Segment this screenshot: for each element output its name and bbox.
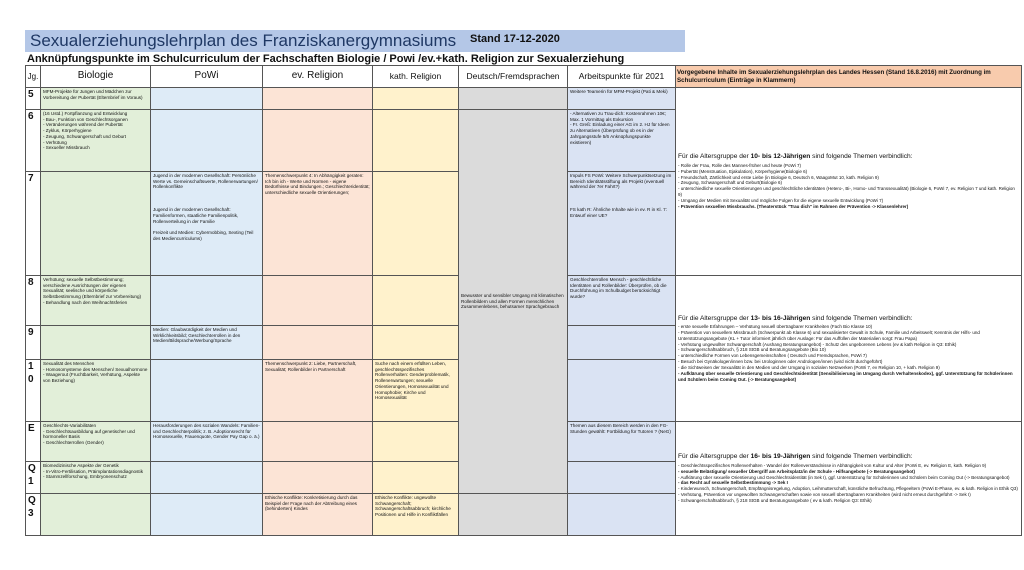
col-header-kath-religion: kath. Religion xyxy=(373,66,459,88)
col-header-powi: PoWi xyxy=(151,66,263,88)
arbeitspunkte-cell: Impuls FS PoWi: Weitere Schwerpunktsetzung im Bereich Identitätsstiftung als Projekt (eventuell während der 7er Fahrt?) FS kath R: Ähnliche Inhalte wie in ev. R in Kl. 7: Entwurf einer UE? xyxy=(568,172,676,276)
hessen-bold-item: - Aufklärung über sexuelle Orientierung und Geschlechtsidentität (Sensibilisierung im Umgang durch Verhaltenskodex), ggf. Unterstützung für Schülerinnen und Schülern beim Coming Out. (-> Beratungsangebot) xyxy=(678,370,1013,382)
hessen-bold-item: - das Recht auf sexuelle Selbstbestimmung -> Sek I xyxy=(678,480,788,486)
ev-religion-cell: Themenschwerpunkt 4: In Abhängigkeit geraten: Ich bin ich - Werte und Normen - eigene Bedürfnisse und Bindungen.; Geschlechteridentität; unterschiedliche sexuelle Orientierungen; xyxy=(263,172,373,276)
hessen-bold-item: - Prävention sexuellen Missbrauchs. (Theaterstück "Trau dich" im Rahmen der Prävention -> Klassenlehrer) xyxy=(678,203,909,209)
hessen-intro: Für die Altersgruppe der xyxy=(678,453,749,461)
ev-religion-cell xyxy=(263,88,373,110)
biologie-cell: Geschlechts-Variabilitäten - Geschlechtsausbildung auf genetischer und hormoneller Basis - Geschlechterrollen (Gender) xyxy=(41,422,151,462)
arbeitspunkte-cell: - Alternativen zu Trau-dich: Kostenrahmen 10€; Max. 1 Vormittag als Exkursion - Fr. Greß: Einladung einer AG im 2. HJ für Ideen zu Alternativen (Überprüfung ob es in der Jahrgangsstufe 5/6 Anknüpfungspunkte existieren) xyxy=(568,110,676,172)
powi-cell: Jugend in der modernen Gesellschaft: Persönliche Werte vs. Gemeinschaftswerte, Rollenerwartungen/ Rollenkonflikte Jugend in der modernen Gesellschaft: Familienformen, staatliche Familienpolitik, Rollenverteilung in der Familie Freizeit und Medien: Cybermobbing, Sexting (Teil des Mediencurriculums) xyxy=(151,172,263,276)
ev-religion-cell xyxy=(263,110,373,172)
header-row xyxy=(26,66,1022,88)
ev-religion-cell xyxy=(263,326,373,360)
hessen-intro: Für die Altersgruppe der xyxy=(678,153,749,161)
hessen-bold-item: - sexuelle Belästigung/ sexueller Übergriff am Arbeitsplatz/in der Schule - Hilfsangebote (-> Beratungsangebot) xyxy=(678,468,916,474)
hessen-block-10-12 xyxy=(676,88,1022,276)
hessen-outro: sind folgende Themen verbindlich: xyxy=(812,453,913,461)
hessen-outro: sind folgende Themen verbindlich: xyxy=(812,153,913,161)
deutsch-text: Bewusster und sensibler Umgang mit klimatischen Rollenbildern und allen Formen menschlichen Zusammenlebens, behutsamer Sprachgebrauch xyxy=(461,292,564,310)
jg-cell: 6 xyxy=(26,110,41,172)
biologie-cell xyxy=(41,172,151,276)
powi-cell xyxy=(151,360,263,422)
biologie-cell: Verhütung; sexuelle Selbstbestimmung; verschiedene Ausrichtungen der eigenen Sexualität; seelische und körperliche Selbstbestimmung (Elternbrief zur Vorbereitung) - Behandlung nach den Weihnachtsferien xyxy=(41,276,151,326)
deutsch-cell xyxy=(459,110,568,494)
arbeitspunkte-cell xyxy=(568,494,676,536)
hessen-intro: Für die Altersgruppe der xyxy=(678,314,749,322)
col-header-ev-religion: ev. Religion xyxy=(263,66,373,88)
arbeitspunkte-cell xyxy=(568,326,676,360)
jg-cell: E xyxy=(26,422,41,462)
ev-religion-cell xyxy=(263,462,373,494)
kath-religion-cell xyxy=(373,88,459,110)
hessen-items: - Aufklärung über sexuelle Orientierung und Geschlechtsidentität (in Sek I), ggf. Unterstützung für Schülerinnen und Schülern beim Coming Out (-> Beratungsangebot) xyxy=(678,474,1010,480)
powi-cell xyxy=(151,110,263,172)
arbeitspunkte-cell xyxy=(568,462,676,494)
kath-religion-cell xyxy=(373,172,459,276)
ev-religion-cell: Ethische Konflikte: Konkretisierung durch das Beispiel der Frage nach der Abtreibung eines (behinderten) Kindes xyxy=(263,494,373,536)
hessen-heading xyxy=(678,315,1019,324)
powi-cell xyxy=(151,88,263,110)
hessen-heading xyxy=(678,453,1019,462)
biologie-cell: Sexualität des Menschen - Homosomysteme des Menschen/ Sexualhormone - Waagerout (Fruchtbarkeit, Verhütung, Aspekte von Beziehung) xyxy=(41,360,151,422)
hessen-heading xyxy=(678,153,1019,162)
col-header-deutsch: Deutsch/Fremdsprachen xyxy=(459,66,568,88)
kath-religion-cell xyxy=(373,462,459,494)
deutsch-cell xyxy=(459,494,568,536)
arbeitspunkte-cell: Themen aus diesem Bereich werden in den FG-Stunden gewählt: Fortbildung für Tutoren ? (NeG) xyxy=(568,422,676,462)
arbeitspunkte-cell xyxy=(568,360,676,422)
kath-religion-cell: Ethische Konflikte: ungewollte Schwangerschaft; Schwangerschaftsabbruch; kirchliche Positionen und Hilfe in Konfliktfällen xyxy=(373,494,459,536)
hessen-block-16-19 xyxy=(676,422,1022,536)
jg-cell: 5 xyxy=(26,88,41,110)
hessen-items: - Rolle der Frau, Rolle des Mannes-früher und heute (PoWi 7) - Pubertät (Menstruation, Ejakulation), Körperhygiene(Biologie 6) - Freundschaft, Zärtlichkeit und erste Liebe (in Biologie 6, Deutsch 6, WaagoMut 10, kath. Religion 9) - Zeugung, Schwangerschaft und Geburt(Biologie 6) - unterschiedliche sexuelle Orientierungen und geschlechtliche Identitäten (Hetero-, Bi-, Homo- und Transsexualität) (Biologie 6, PoWi 7, ev. Religion 7 und kath. Religion 9) - Umgang der Medien mit Sexualität und mögliche Folgen für die eigene sexuelle Entwicklung (PoWi 7) xyxy=(678,162,1015,203)
kath-religion-cell xyxy=(373,326,459,360)
kath-religion-cell: Suche nach einem erfüllten Leben, geschlechtsspezifisches Rollenverhalten: Genderproblematik, Rollenerwartungen; sexuelle Orientierungen, Homosexualität und Homophobie; Kirche und Homosexualität xyxy=(373,360,459,422)
hessen-age: 13- bis 16-Jährigen xyxy=(750,314,811,322)
powi-cell: Medien: Glaubwürdigkeit der Medien und Wirklichkeitsbild; Geschlechterrollen in den Medien/Bildsprache/Werbung/Sprache xyxy=(151,326,263,360)
page-title: Sexualerziehungslehrplan des Franziskanergymnasiums xyxy=(30,31,457,50)
col-header-arbeitspunkte: Arbeitspunkte für 2021 xyxy=(568,66,676,88)
stand-date: Stand 17-12-2020 xyxy=(470,33,560,45)
jg-cell: 9 xyxy=(26,326,41,360)
hessen-outro: sind folgende Themen verbindlich: xyxy=(812,314,913,322)
biologie-cell xyxy=(41,326,151,360)
jg-cell: 10 xyxy=(26,360,41,422)
col-header-jg: Jg. xyxy=(26,66,41,88)
ev-religion-cell xyxy=(263,422,373,462)
hessen-items: - Geschlechtsspezifisches Rollenverhalten - Wandel der Rollenverständnisse in Abhängigkeit von Kultur und Alter (PoWi E, ev. Religion E, kath. Religion 9) xyxy=(678,462,987,468)
deutsch-cell xyxy=(459,88,568,110)
col-header-hessen: Vorgegebene Inhalte im Sexualerziehungslehrplan des Landes Hessen (Stand 16.8.2016) mit Zuordnung im Schulcurriculum (Einträge in Klammern) xyxy=(676,66,1022,88)
powi-cell xyxy=(151,276,263,326)
powi-cell xyxy=(151,462,263,494)
biologie-cell: MFM-Projekte für Jungen und Mädchen zur Vorbereitung der Pubertät (Elternbrief im Voraus) xyxy=(41,88,151,110)
jg-cell: Q3 xyxy=(26,494,41,536)
hessen-age: 16- bis 19-Jährigen xyxy=(750,453,811,461)
powi-cell xyxy=(151,494,263,536)
hessen-block-13-16 xyxy=(676,276,1022,422)
kath-religion-cell xyxy=(373,276,459,326)
arbeitspunkte-cell: Weitere Teamerin für MFM-Projekt (Pati & Meki) xyxy=(568,88,676,110)
hessen-age: 10- bis 12-Jährigen xyxy=(750,153,811,161)
table-row xyxy=(26,88,1022,110)
hessen-items: - Kinderwunsch, Schwangerschaft, Empfängnisregelung, Adoption, Leihmutterschaft, künstliche Befruchtung, Pflegeeltern (PoWi E-Phase, ev. & kath. Religion in Ethik Q3) - Verhütung, Prävention vor ungewollten Schwangerschaften sowie von sexuell übertragbaren Krankheiten (wird nicht erneut durchgeführt -> Sek I) - Schwangerschaftsabbruch, § 218 StGB und Beratungsangebote ( ev & kath. Religion Q3: Ethik) xyxy=(678,486,1018,503)
biologie-cell: Biomedizinische Aspekte der Genetik - In-Vitro-Fertilisation, Präimplantationsdiagnostik - Stammzellforschung, Embryonenschutz xyxy=(41,462,151,494)
kath-religion-cell xyxy=(373,110,459,172)
col-header-biologie: Biologie xyxy=(41,66,151,88)
arbeitspunkte-cell: Geschlechterrollen Mensch - geschlechtliche Identitäten und Rollenbilder: Überprüfen, ob die Durchführung im Schulbudget berücksichtigt wurde? xyxy=(568,276,676,326)
biologie-cell: (16 Ustd.) Fortpflanzung und Entwicklung - Bau-, Funktion von Geschlechtsorganen - Veränderungen während der Pubertät - Zyklus, Körperhygiene - Zeugung, Schwangerschaft und Geburt - Verhütung - Sexueller Missbrauch xyxy=(41,110,151,172)
jg-cell: Q1 xyxy=(26,462,41,494)
jg-cell: 8 xyxy=(26,276,41,326)
jg-cell: 7 xyxy=(26,172,41,276)
hessen-items: - erste sexuelle Erfahrungen – Verhütung sexuell übertragbarer Krankheiten (Fach Bio Klasse 10) - Prävention von sexuellem Missbrauch (Schwerpunkt ab Klasse 6) und sexualisierter Gewalt in Schule, Familie und Arbeitswelt; Kenntnis der Hilfs- und Unterstützungsangebote (KL + Tutor informiert jährlich über Auslage: Für das Auffüllen der Materialien sorgt: Frau Papa) - Verhütung ungewollter Schwangerschaft (Aushang Beratungsangebot) - Schutz des ungeborenen Lebens (ev & kath Religion in Q3: Ethik) - Schwangerschaftsabbruch, § 218 StGB und Beratungsangebote (Bio 10) - unterschiedliche Formen von Lebensgemeinschaften ( Deutsch und Fremdsprachen, PoWi 7) - Besuch bei Gynäkologen/innen bzw. bei Urologinnen oder Andrologen/innen (wird nicht durchgeführt) - die Sichtweisen der Sexualität in den Medien und der Umgang in sozialen Netzwerken (PoWi 7, ev Religion 10, + kath. Religion 9) xyxy=(678,324,980,370)
powi-cell: Herausforderungen des sozialen Wandels: Familien- und Geschlechterpolitik; z. B. Adoptionsrecht für Homosexuelle, Frauenquote, Gender Pay Gap o. ä.) xyxy=(151,422,263,462)
curriculum-table xyxy=(25,65,1022,536)
kath-religion-cell xyxy=(373,422,459,462)
biologie-cell xyxy=(41,494,151,536)
ev-religion-cell: Themenschwerpunkt 2: Liebe, Partnerschaft, Sexualität; Rollenbilder in Partnerschaft xyxy=(263,360,373,422)
ev-religion-cell xyxy=(263,276,373,326)
page-subtitle: Anknüpfungspunkte im Schulcurriculum der Fachschaften Biologie / Powi /ev.+kath. Religion zur Sexualerziehung xyxy=(27,53,625,65)
